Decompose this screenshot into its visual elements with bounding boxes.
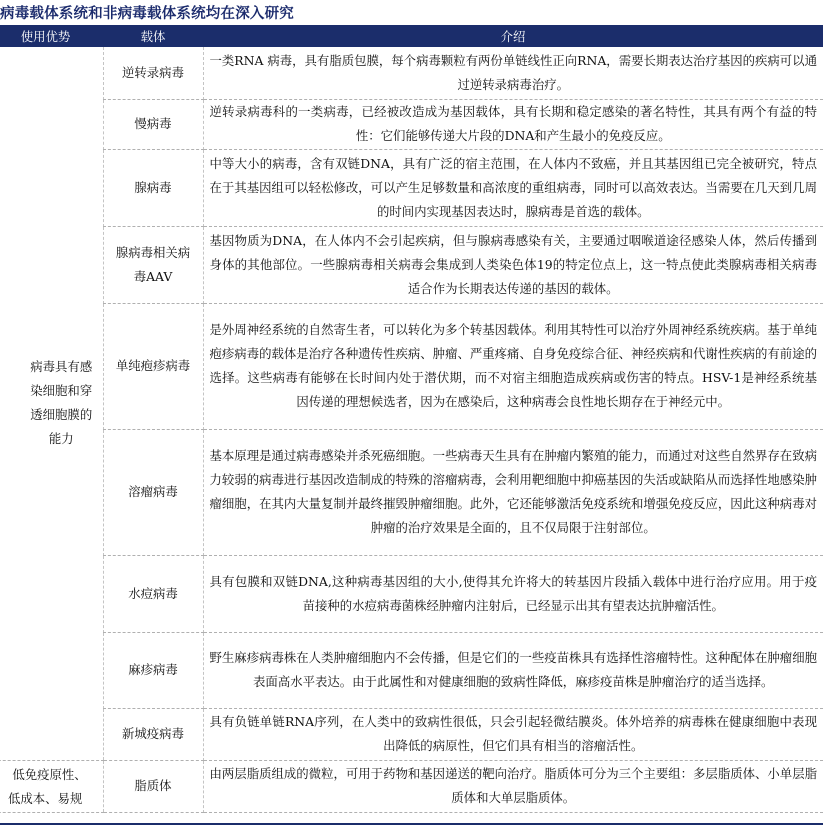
advantage-cell-viral bbox=[0, 47, 103, 760]
table-row bbox=[0, 226, 823, 303]
header-advantage: 使用优势 bbox=[0, 25, 103, 47]
table-header-row bbox=[0, 25, 823, 47]
table-row bbox=[0, 708, 823, 760]
advantage-line: 能力 bbox=[48, 431, 74, 447]
intro-cell: 具有包膜和双链DNA,这种病毒基因组的大小,使得其允许将大的转基因片段插入载体中进行治疗应用。用于疫苗接种的水痘病毒菌株经肿瘤内注射后，已经显示出其有望表达抗肿瘤活性。 bbox=[203, 555, 823, 632]
intro-cell: 逆转录病毒科的一类病毒，已经被改造成为基因载体，具有长期和稳定感染的著名特性，其具有两个有益的特性：它们能够传递大片段的DNA和产生最小的免疫反应。 bbox=[203, 99, 823, 149]
table-row bbox=[0, 429, 823, 555]
carrier-cell: 腺病毒 bbox=[103, 149, 203, 226]
intro-cell: 中等大小的病毒，含有双链DNA，具有广泛的宿主范围，在人体内不致癌，并且其基因组已完全被研究，特点在于其基因组可以轻松修改，可以产生足够数量和高浓度的重组病毒，同时可以高效表达。当需要在几天到几周的时间内实现基因表达时，腺病毒是首选的载体。 bbox=[203, 149, 823, 226]
carrier-line: 毒AAV bbox=[133, 268, 173, 284]
table-row bbox=[0, 760, 823, 812]
carrier-cell: 逆转录病毒 bbox=[103, 47, 203, 99]
vector-table bbox=[0, 25, 823, 813]
advantage-line: 低免疫原性、 bbox=[12, 766, 87, 782]
intro-cell: 具有负链单链RNA序列，在人类中的致病性很低，只会引起轻微结膜炎。体外培养的病毒株在健康细胞中表现出降低的病原性，但它们具有相当的溶瘤活性。 bbox=[203, 708, 823, 760]
intro-cell: 基因物质为DNA，在人体内不会引起疾病，但与腺病毒感染有关，主要通过咽喉道途径感染人体，然后传播到身体的其他部位。一些腺病毒相关病毒会集成到人类染色体19的特定位点上，这一特点使此类腺病毒相关病毒适合作为长期表达传递的基因的载体。 bbox=[203, 226, 823, 303]
advantage-line: 低成本、易规 bbox=[8, 790, 83, 806]
header-intro: 介绍 bbox=[203, 25, 823, 47]
carrier-cell: 慢病毒 bbox=[103, 99, 203, 149]
carrier-cell: 水痘病毒 bbox=[103, 555, 203, 632]
intro-cell: 一类RNA 病毒，具有脂质包膜，每个病毒颗粒有两份单链线性正向RNA，需要长期表达治疗基因的疾病可以通过逆转录病毒治疗。 bbox=[203, 47, 823, 99]
carrier-cell: 脂质体 bbox=[103, 760, 203, 812]
table-row bbox=[0, 303, 823, 429]
intro-cell: 由两层脂质组成的微粒，可用于药物和基因递送的靶向治疗。脂质体可分为三个主要组：多层脂质体、小单层脂质体和大单层脂质体。 bbox=[203, 760, 823, 812]
page-title: 病毒载体系统和非病毒载体系统均在深入研究 bbox=[0, 5, 294, 22]
carrier-cell bbox=[103, 226, 203, 303]
table-row bbox=[0, 149, 823, 226]
carrier-cell: 麻疹病毒 bbox=[103, 632, 203, 708]
advantage-line: 染细胞和穿 bbox=[30, 383, 93, 399]
carrier-cell: 单纯疱疹病毒 bbox=[103, 303, 203, 429]
header-carrier: 载体 bbox=[103, 25, 203, 47]
table-row bbox=[0, 632, 823, 708]
carrier-cell: 溶瘤病毒 bbox=[103, 429, 203, 555]
bottom-divider bbox=[0, 823, 823, 825]
intro-cell: 野生麻疹病毒株在人类肿瘤细胞内不会传播，但是它们的一些疫苗株具有选择性溶瘤特性。这种配体在肿瘤细胞表面高水平表达。由于此属性和对健康细胞的致病性降低，麻疹疫苗株是肿瘤治疗的适当选择。 bbox=[203, 632, 823, 708]
advantage-line: 透细胞膜的 bbox=[30, 407, 93, 423]
advantage-line: 病毒具有感 bbox=[30, 359, 93, 375]
table-row bbox=[0, 47, 823, 99]
intro-cell: 是外周神经系统的自然寄生者，可以转化为多个转基因载体。利用其特性可以治疗外周神经系统疾病。基于单纯疱疹病毒的载体是治疗各种遗传性疾病、肿瘤、严重疼痛、自身免疫综合征、神经疾病和代谢性疾病的有前途的选择。这些病毒有能够在长时间内处于潜伏期，而不对宿主细胞造成疾病或伤害的特点。HSV-1是神经系统基因传递的理想候选者，因为在感染后，这种病毒会良性地长期存在于神经元中。 bbox=[203, 303, 823, 429]
carrier-line: 腺病毒相关病 bbox=[115, 244, 191, 260]
carrier-cell: 新城疫病毒 bbox=[103, 708, 203, 760]
advantage-cell-nonviral bbox=[0, 760, 103, 812]
table-row bbox=[0, 99, 823, 149]
table-row bbox=[0, 555, 823, 632]
intro-cell: 基本原理是通过病毒感染并杀死癌细胞。一些病毒天生具有在肿瘤内繁殖的能力，而通过对这些自然界存在致病力较弱的病毒进行基因改造制成的特殊的溶瘤病毒，会利用靶细胞中抑癌基因的失活或缺陷从而选择性地感染肿瘤细胞，在其内大量复制并最终摧毁肿瘤细胞。此外，它还能够激活免疫系统和增强免疫反应，因此这种病毒对肿瘤的治疗效果是全面的，且不仅局限于注射部位。 bbox=[203, 429, 823, 555]
